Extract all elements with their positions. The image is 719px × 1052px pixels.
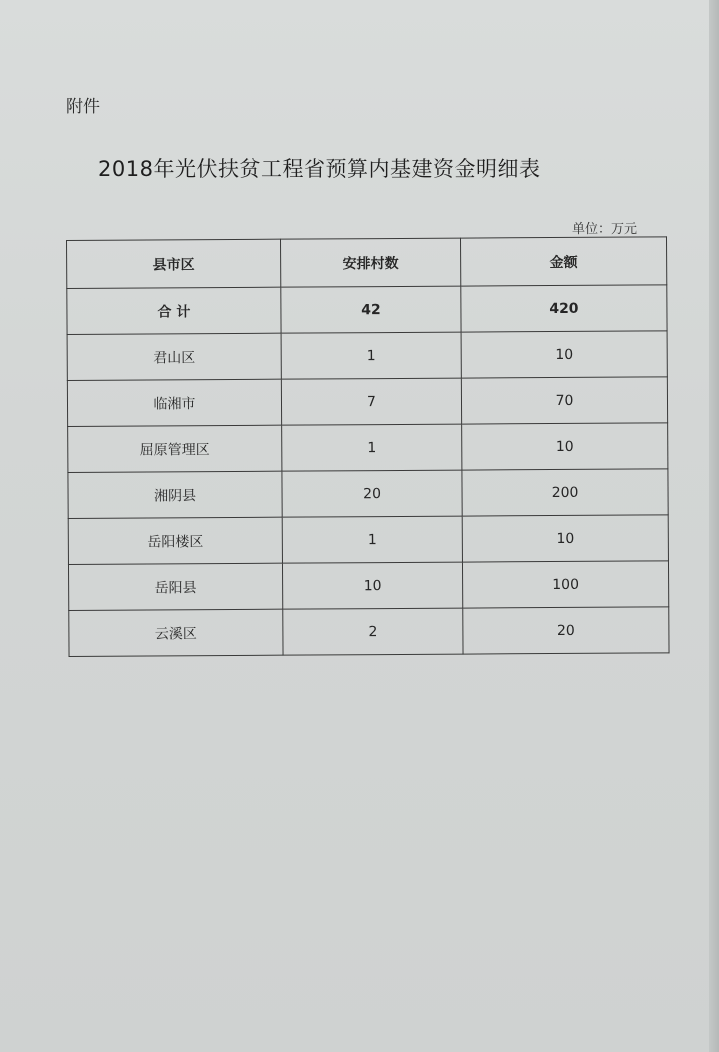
table-header-row [67, 237, 667, 289]
county-cell: 湘阴县 [68, 471, 282, 518]
total-label: 合 计 [67, 287, 281, 334]
amount-cell: 10 [461, 331, 667, 378]
amount-cell: 70 [461, 377, 667, 424]
county-cell: 岳阳县 [68, 563, 282, 610]
table-row [67, 331, 667, 381]
budget-table [66, 236, 670, 657]
county-cell: 君山区 [67, 333, 281, 380]
county-cell: 云溪区 [69, 609, 283, 656]
villages-cell: 10 [282, 562, 462, 609]
header-villages: 安排村数 [280, 238, 460, 287]
county-cell: 岳阳楼区 [68, 517, 282, 564]
villages-cell: 1 [282, 516, 462, 563]
amount-cell: 100 [462, 561, 668, 608]
total-amount: 420 [461, 285, 667, 332]
table-row [68, 515, 668, 565]
county-cell: 屈原管理区 [68, 425, 282, 472]
table-row [69, 607, 669, 657]
unit-label: 单位：万元 [572, 222, 638, 237]
amount-cell: 10 [462, 515, 668, 562]
header-amount: 金额 [460, 237, 666, 286]
amount-cell: 20 [463, 607, 669, 654]
amount-cell: 200 [462, 469, 668, 516]
villages-cell: 20 [282, 470, 462, 517]
document-title: 2018年光伏扶贫工程省预算内基建资金明细表 [98, 157, 541, 181]
total-villages: 42 [281, 286, 461, 333]
amount-cell: 10 [462, 423, 668, 470]
table-row [68, 561, 668, 611]
villages-cell: 7 [281, 378, 461, 425]
villages-cell: 2 [283, 608, 463, 655]
county-cell: 临湘市 [67, 379, 281, 426]
table-row [68, 469, 668, 519]
villages-cell: 1 [282, 424, 462, 471]
table-row [67, 377, 667, 427]
attachment-label: 附件 [66, 97, 100, 117]
table-row [68, 423, 668, 473]
budget-table-container [66, 236, 669, 657]
villages-cell: 1 [281, 332, 461, 379]
header-county: 县市区 [67, 239, 281, 288]
page-edge [709, 0, 719, 1052]
total-row [67, 285, 667, 335]
